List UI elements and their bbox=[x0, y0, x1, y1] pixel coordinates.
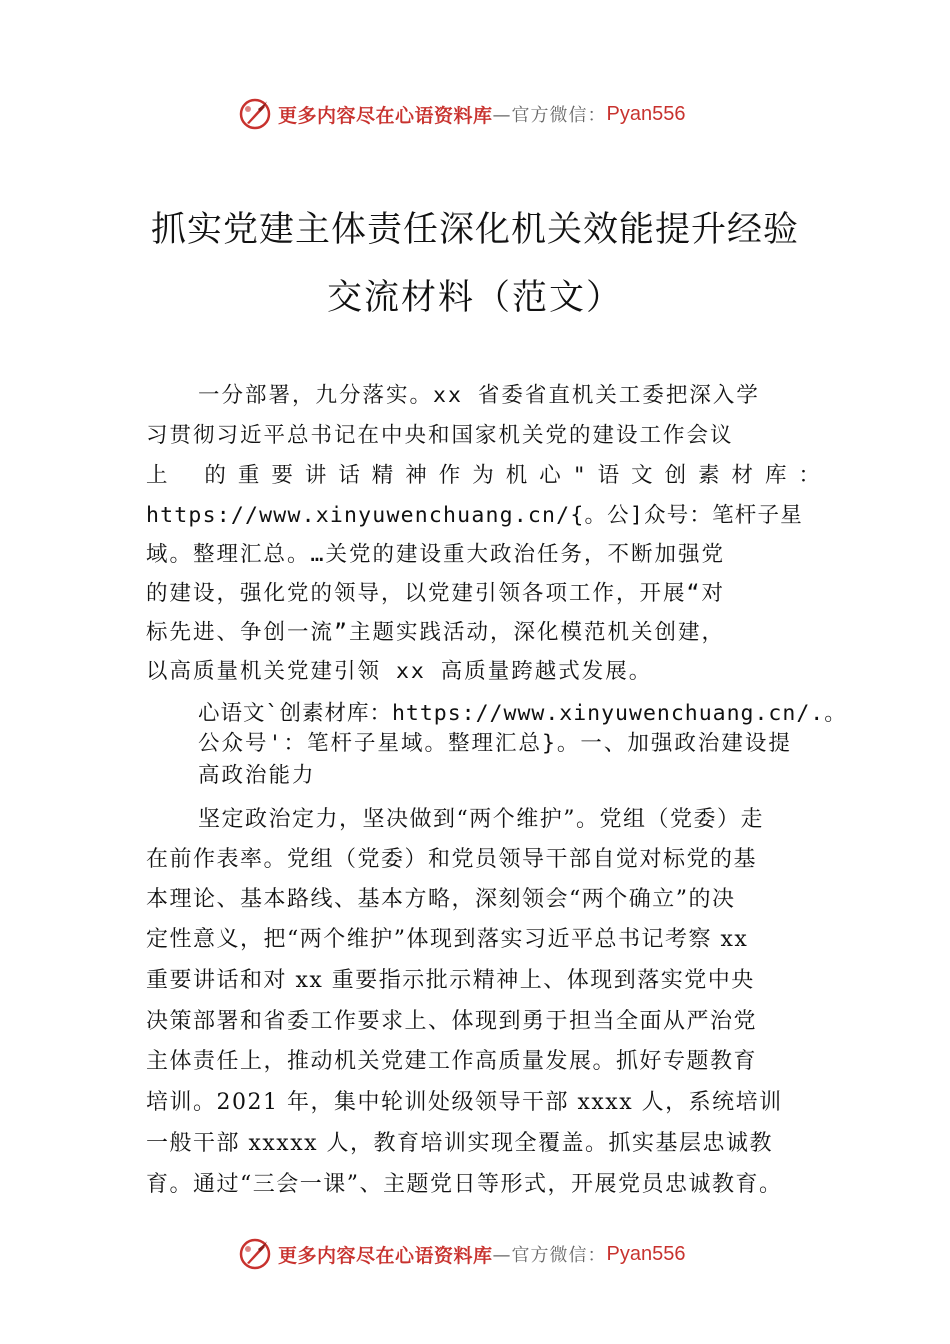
footer-watermark bbox=[238, 1236, 758, 1272]
watermark-library-text: 更多内容尽在心语资料库 bbox=[278, 1244, 493, 1267]
paragraph-3-line: 坚定政治定力，坚决做到“两个维护”。党组（党委）走 bbox=[198, 807, 764, 832]
paragraph-3-line: 育。通过“三会一课”、主题党日等形式，开展党员忠诚教育。 bbox=[146, 1172, 783, 1197]
paragraph-3-line: 决策部署和省委工作要求上、体现到勇于担当全面从严治党 bbox=[146, 1009, 758, 1034]
quill-logo-icon bbox=[238, 1237, 272, 1271]
paragraph-3-line: 培训。2021 年，集中轮训处级领导干部 xxxx 人，系统培训 bbox=[146, 1090, 783, 1115]
document-title-line-2: 交流材料（范文） bbox=[326, 278, 623, 318]
watermark-wechat-label: —官方微信： bbox=[492, 105, 607, 126]
quill-logo-icon bbox=[238, 97, 272, 131]
paragraph-3-line: 在前作表率。党组（党委）和党员领导干部自觉对标党的基 bbox=[146, 847, 758, 872]
paragraph-1-line: 以高质量机关党建引领 xx 高质量跨越式发展。 bbox=[146, 659, 653, 684]
paragraph-1-line: 域。整理汇总。…关党的建设重大政治任务，不断加强党 bbox=[146, 542, 725, 567]
paragraph-1-line: 习贯彻习近平总书记在中央和国家机关党的建设工作会议 bbox=[146, 423, 734, 448]
paragraph-2-line: 心语文`创素材库：https://www.xinyuwenchuang.cn/.。 bbox=[198, 701, 847, 726]
paragraph-3-line: 定性意义，把“两个维护”体现到落实习近平总书记考察 xx bbox=[146, 927, 749, 952]
paragraph-3-line: 主体责任上，推动机关党建工作高质量发展。抓好专题教育 bbox=[146, 1049, 758, 1074]
paragraph-3-line: 本理论、基本路线、基本方略，深刻领会“两个确立”的决 bbox=[146, 887, 736, 912]
header-watermark bbox=[238, 96, 758, 132]
paragraph-1-line: https://www.xinyuwenchuang.cn/{。公]众号：笔杆子星 bbox=[146, 503, 803, 528]
watermark-wechat-id: Pyan556 bbox=[606, 102, 686, 125]
paragraph-2-line: 公众号'：笔杆子星域。整理汇总}。一、加强政治建设提 bbox=[198, 731, 792, 756]
paragraph-1-line: 的建设，强化党的领导，以党建引领各项工作，开展“对 bbox=[146, 581, 725, 606]
watermark-library-text: 更多内容尽在心语资料库 bbox=[278, 104, 493, 127]
paragraph-1-line: 上 的重要讲话精神作为机心"语文创素材库： bbox=[146, 463, 822, 488]
paragraph-3-line: 一般干部 xxxxx 人，教育培训实现全覆盖。抓实基层忠诚教 bbox=[146, 1131, 774, 1156]
watermark-wechat-label: —官方微信： bbox=[492, 1245, 607, 1266]
watermark-wechat-id: Pyan556 bbox=[606, 1242, 686, 1265]
paragraph-3-line: 重要讲话和对 xx 重要指示批示精神上、体现到落实党中央 bbox=[146, 968, 755, 993]
document-title-line-1: 抓实党建主体责任深化机关效能提升经验 bbox=[150, 210, 799, 250]
paragraph-1-line: 一分部署，九分落实。xx 省委省直机关工委把深入学 bbox=[198, 383, 760, 408]
paragraph-2-line: 高政治能力 bbox=[198, 763, 316, 788]
paragraph-1-line: 标先进、争创一流”主题实践活动，深化模范机关创建， bbox=[146, 620, 725, 645]
